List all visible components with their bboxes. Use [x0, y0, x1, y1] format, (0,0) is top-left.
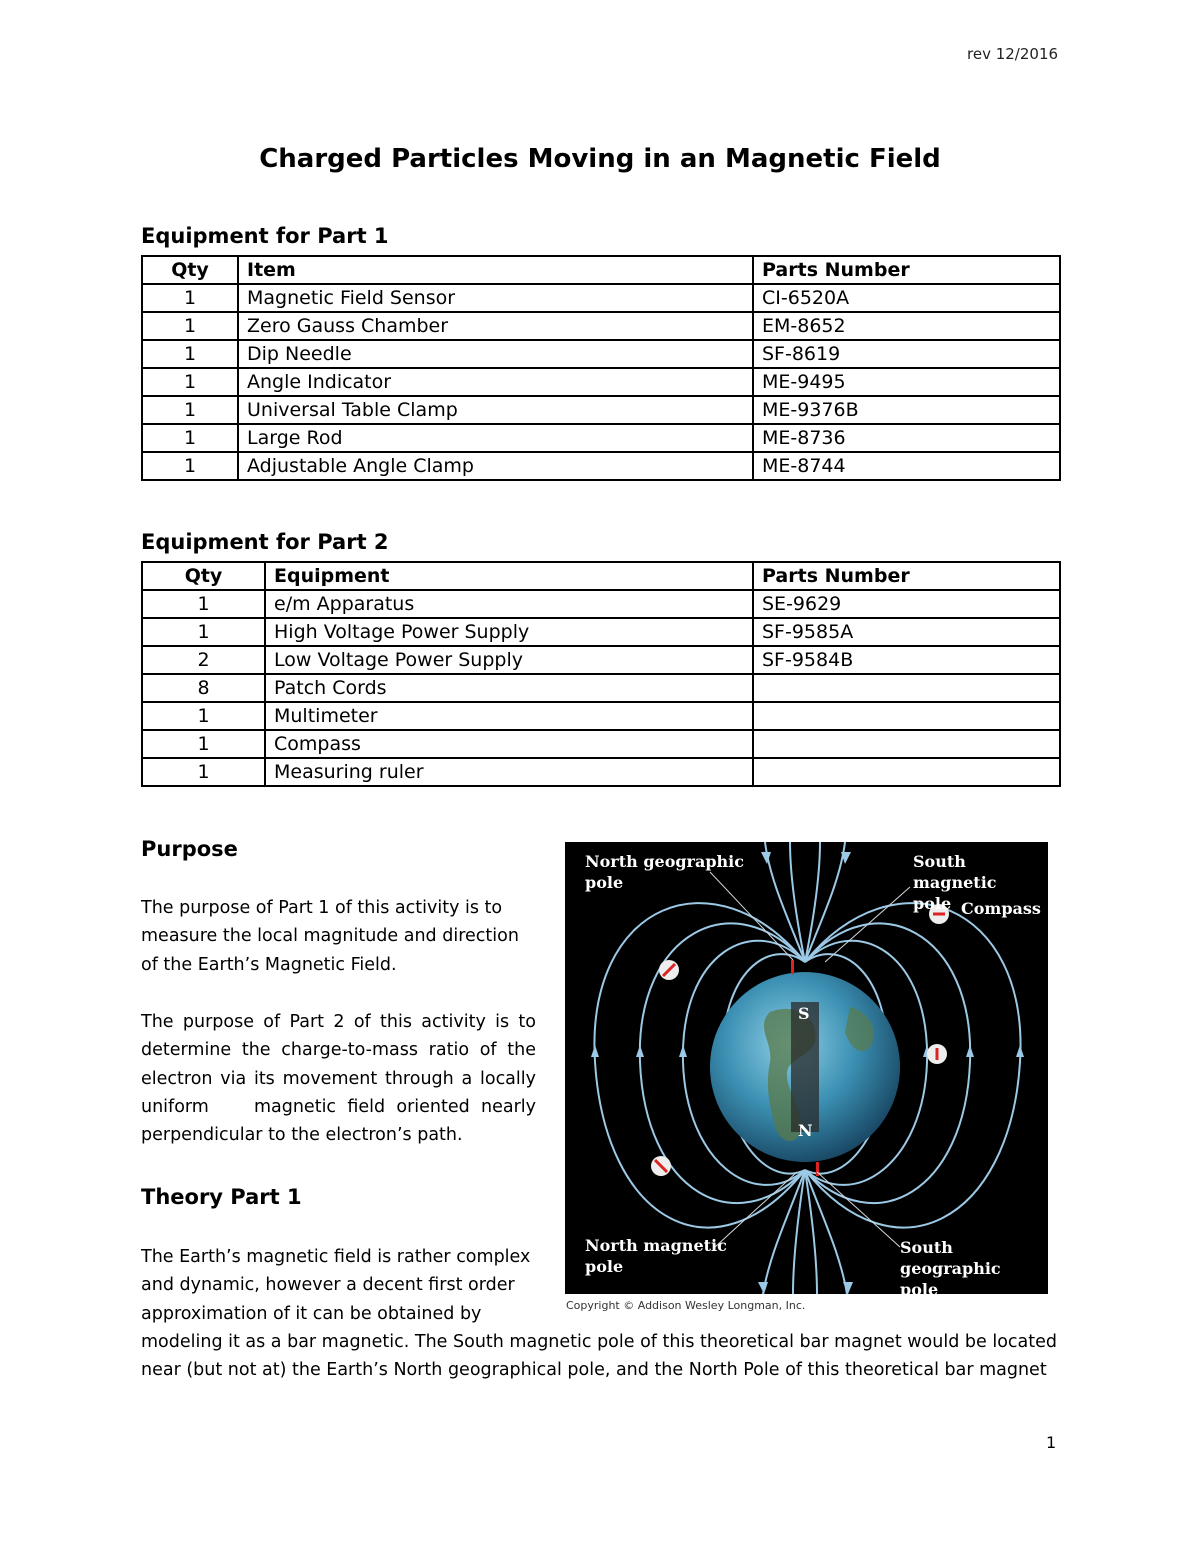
theory-paragraph-continued	[141, 1328, 1059, 1385]
item-cell: Compass	[265, 730, 753, 758]
text-line: perpendicular to the electron’s path.	[141, 1125, 463, 1146]
item-cell: Angle Indicator	[238, 368, 753, 396]
revision-label: rev 12/2016	[967, 45, 1059, 63]
item-cell: Magnetic Field Sensor	[238, 284, 753, 312]
qty-cell: 1	[142, 758, 265, 786]
item-cell: Zero Gauss Chamber	[238, 312, 753, 340]
table-row	[142, 312, 1060, 340]
purpose-paragraph-2	[141, 1008, 536, 1149]
table-header-row	[142, 256, 1060, 284]
part-number-cell	[753, 702, 1060, 730]
part1-heading: Equipment for Part 1	[141, 224, 389, 248]
column-header: Item	[238, 256, 753, 284]
text-line: of the Earth’s Magnetic Field.	[141, 954, 397, 975]
theory-heading: Theory Part 1	[141, 1185, 302, 1209]
part-number-cell: SF-9585A	[753, 618, 1060, 646]
item-cell: High Voltage Power Supply	[265, 618, 753, 646]
qty-cell: 2	[142, 646, 265, 674]
label-south-magnetic-pole: South magnetic pole	[913, 852, 997, 913]
text-line: The purpose of Part 1 of this activity is to	[141, 898, 503, 918]
part-number-cell: ME-8744	[753, 452, 1060, 480]
table-header-row	[142, 562, 1060, 590]
part-number-cell: SF-9584B	[753, 646, 1060, 674]
qty-cell: 1	[142, 618, 265, 646]
theory-paragraph	[141, 1243, 536, 1328]
table-row	[142, 284, 1060, 312]
label-magnet-s: S	[798, 1004, 810, 1023]
item-cell: Patch Cords	[265, 674, 753, 702]
column-header: Parts Number	[753, 256, 1060, 284]
table-row	[142, 646, 1060, 674]
item-cell: Adjustable Angle Clamp	[238, 452, 753, 480]
part-number-cell	[753, 758, 1060, 786]
label-north-magnetic-pole: North magnetic pole	[585, 1236, 727, 1276]
column-header: Qty	[142, 256, 238, 284]
part-number-cell: ME-8736	[753, 424, 1060, 452]
purpose-heading: Purpose	[141, 837, 238, 861]
part-number-cell	[753, 674, 1060, 702]
part-number-cell: EM-8652	[753, 312, 1060, 340]
text-line: electron via its movement through a locally	[141, 1068, 536, 1089]
table-row	[142, 590, 1060, 618]
item-cell: Measuring ruler	[265, 758, 753, 786]
page-title: Charged Particles Moving in an Magnetic Field	[259, 144, 941, 174]
part2-equipment-table	[141, 561, 1061, 787]
page-number: 1	[1046, 1433, 1057, 1452]
purpose-paragraph-1	[141, 894, 536, 979]
text-line: determine the charge-to-mass ratio of the	[141, 1040, 536, 1061]
item-cell: Multimeter	[265, 702, 753, 730]
qty-cell: 8	[142, 674, 265, 702]
qty-cell: 1	[142, 368, 238, 396]
part-number-cell: ME-9376B	[753, 396, 1060, 424]
item-cell: Universal Table Clamp	[238, 396, 753, 424]
column-header: Equipment	[265, 562, 753, 590]
part-number-cell: SE-9629	[753, 590, 1060, 618]
table-row	[142, 618, 1060, 646]
text-line: The purpose of Part 2 of this activity is to	[141, 1012, 536, 1032]
table-row	[142, 702, 1060, 730]
part-number-cell: SF-8619	[753, 340, 1060, 368]
column-header: Qty	[142, 562, 265, 590]
qty-cell: 1	[142, 312, 238, 340]
item-cell: e/m Apparatus	[265, 590, 753, 618]
label-south-geographic-pole: South geographic pole	[900, 1238, 1001, 1299]
part1-equipment-table	[141, 255, 1061, 481]
text-line: near (but not at) the Earth’s North geographical pole, and the North Pole of this theoretical bar magnet	[141, 1360, 1047, 1381]
text-line: approximation of it can be obtained by	[141, 1303, 482, 1324]
table-row	[142, 674, 1060, 702]
text-line: modeling it as a bar magnetic. The South magnetic pole of this theoretical bar magnet would be located	[141, 1332, 1057, 1352]
figure-copyright: Copyright © Addison Wesley Longman, Inc.	[566, 1299, 806, 1312]
label-magnet-n: N	[798, 1121, 813, 1140]
qty-cell: 1	[142, 424, 238, 452]
item-cell: Low Voltage Power Supply	[265, 646, 753, 674]
earth-magnetic-field-figure	[565, 842, 1048, 1299]
table-row	[142, 758, 1060, 786]
item-cell: Large Rod	[238, 424, 753, 452]
part-number-cell: CI-6520A	[753, 284, 1060, 312]
table-row	[142, 730, 1060, 758]
qty-cell: 1	[142, 452, 238, 480]
qty-cell: 1	[142, 702, 265, 730]
part2-heading: Equipment for Part 2	[141, 530, 389, 554]
text-line: and dynamic, however a decent first order	[141, 1275, 515, 1296]
qty-cell: 1	[142, 396, 238, 424]
text-line: The Earth’s magnetic field is rather complex	[141, 1247, 531, 1267]
qty-cell: 1	[142, 340, 238, 368]
table-row	[142, 452, 1060, 480]
table-row	[142, 340, 1060, 368]
qty-cell: 1	[142, 730, 265, 758]
part-number-cell: ME-9495	[753, 368, 1060, 396]
table-row	[142, 368, 1060, 396]
table-row	[142, 424, 1060, 452]
text-line: measure the local magnitude and direction	[141, 926, 519, 947]
column-header: Parts Number	[753, 562, 1060, 590]
part-number-cell	[753, 730, 1060, 758]
text-line: uniform magnetic field oriented nearly	[141, 1096, 536, 1117]
label-north-geographic-pole: North geographic pole	[585, 852, 744, 892]
qty-cell: 1	[142, 590, 265, 618]
label-compass: Compass	[961, 899, 1041, 918]
item-cell: Dip Needle	[238, 340, 753, 368]
qty-cell: 1	[142, 284, 238, 312]
table-row	[142, 396, 1060, 424]
